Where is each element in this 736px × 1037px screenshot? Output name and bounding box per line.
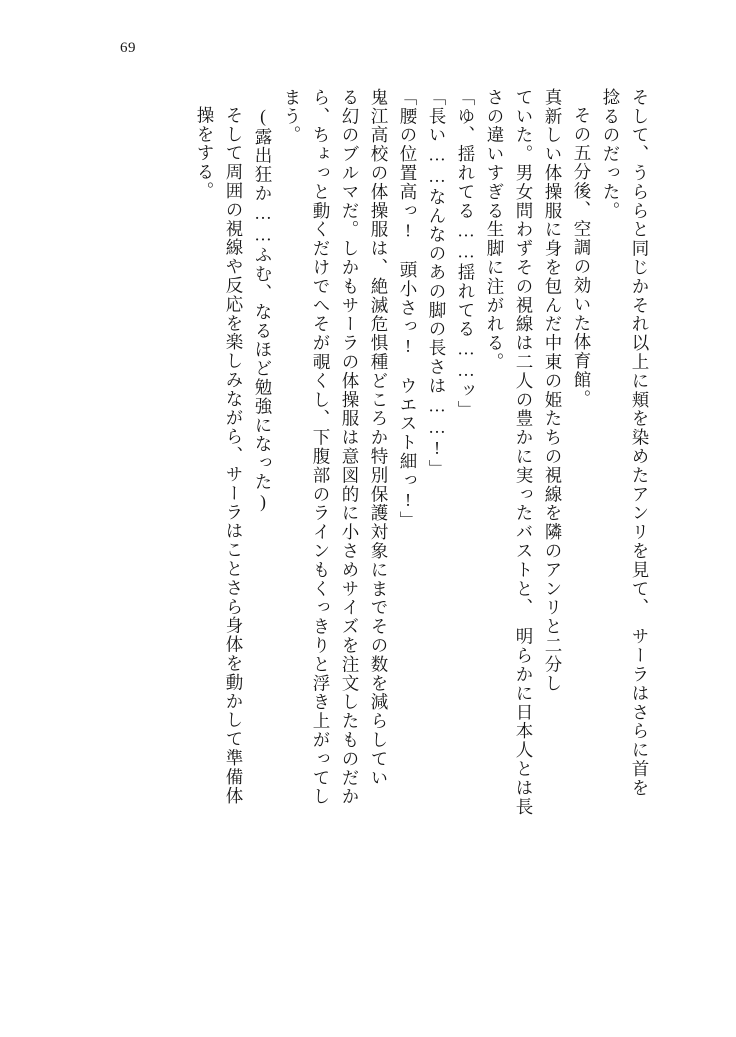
vertical-text-body bbox=[88, 88, 648, 968]
text-column: その五分後、空調の効いた体育館。 bbox=[572, 106, 592, 409]
text-column: さの違いすぎる生脚に注がれる。 bbox=[485, 88, 505, 372]
text-column: 真新しい体操服に身を包んだ中東の姫たちの視線を隣のアンリと二分し bbox=[543, 88, 563, 693]
page-number: 69 bbox=[120, 40, 136, 56]
text-column: 捻るのだった。 bbox=[601, 88, 621, 221]
text-column: そして周囲の視線や反応を楽しみながら、サーラはことさら身体を動かして準備体 bbox=[224, 106, 244, 806]
text-column: 「長い……なんなのあの脚の長さは……!」 bbox=[427, 88, 447, 479]
text-column: ていた。男女問わずその視線は二人の豊かに実ったバストと、 明らかに日本人とは長 bbox=[514, 88, 534, 817]
text-column: 操をする。 bbox=[195, 106, 215, 201]
text-column: 「腰の位置高っ! 頭小さっ! ウエスト細っ!」 bbox=[398, 88, 418, 531]
text-column: そして、うららと同じかそれ以上に頬を染めたアンリを見て、 サーラはさらに首を bbox=[630, 88, 650, 798]
text-column: る幻のブルマだ。しかもサーラの体操服は意図的に小さめサイズを注文したものだか bbox=[340, 88, 360, 807]
text-column: 鬼江高校の体操服は、絶滅危惧種どころか特別保護対象にまでその数を減らしてい bbox=[369, 88, 389, 788]
text-column: ら、ちょっと動くだけでへそが覗くし、下腹部のラインもくっきりと浮き上がってし bbox=[311, 88, 331, 807]
text-column: (露出狂か……ふむ、なるほど勉強になった) bbox=[253, 106, 273, 513]
text-column: 「ゆ、揺れてる……揺れてる……ッ」 bbox=[456, 88, 476, 420]
text-column: まう。 bbox=[282, 88, 302, 145]
